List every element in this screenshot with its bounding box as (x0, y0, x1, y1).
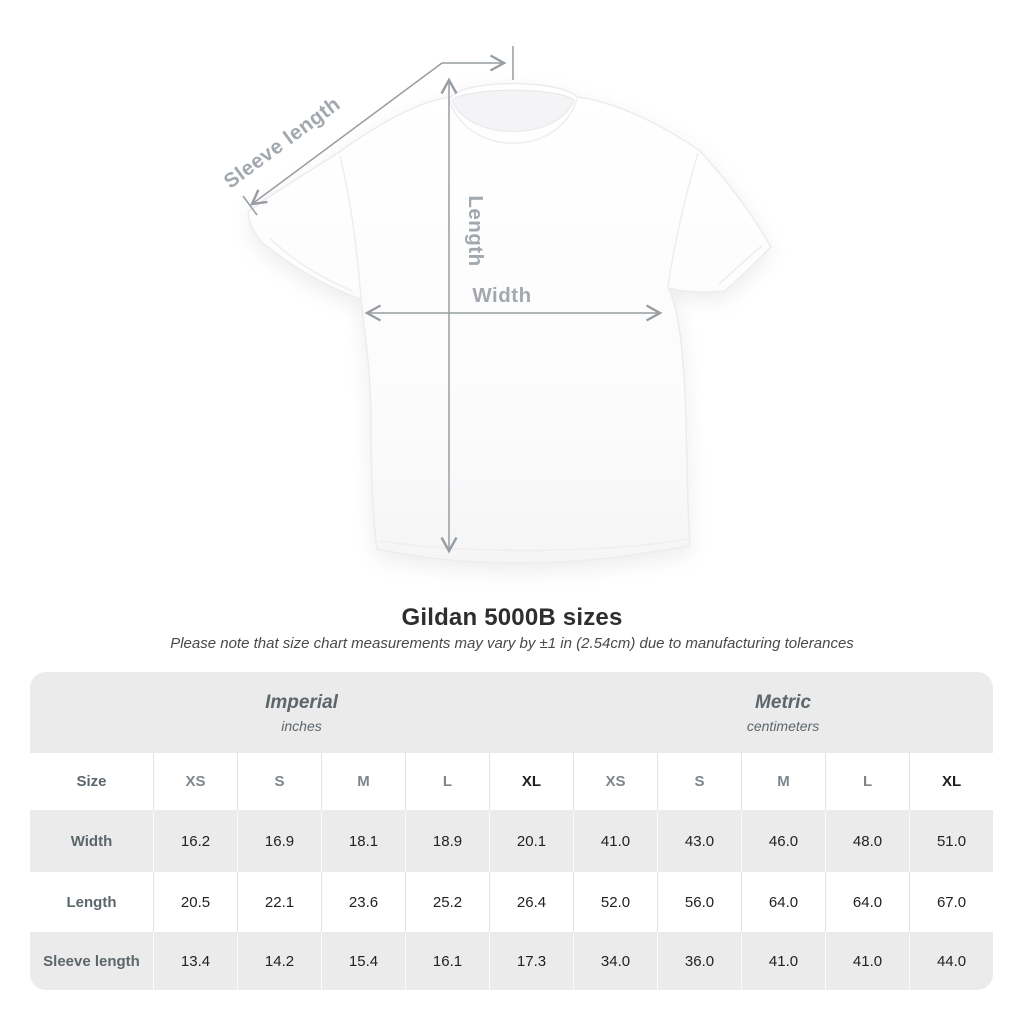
length-xs-cm: 52.0 (573, 872, 657, 932)
column-header-s-imperial: S (237, 753, 321, 810)
width-l-cm: 48.0 (825, 810, 909, 872)
unit-group-row (30, 672, 993, 753)
width-m-in: 18.1 (321, 810, 405, 872)
imperial-unit: inches (281, 717, 322, 734)
row-label-sleeve-length: Sleeve length (30, 932, 153, 990)
row-label-width: Width (30, 810, 153, 872)
width-s-cm: 43.0 (657, 810, 741, 872)
length-m-in: 23.6 (321, 872, 405, 932)
length-xl-in: 26.4 (489, 872, 573, 932)
metric-label: Metric (755, 691, 812, 713)
page-title: Gildan 5000B sizes (401, 604, 623, 631)
sleeve-xl-in: 17.3 (489, 932, 573, 990)
width-s-in: 16.9 (237, 810, 321, 872)
table-row-sleeve-length (30, 932, 993, 990)
table-row-width (30, 810, 993, 872)
imperial-group-header (30, 672, 573, 753)
column-header-l-metric: L (825, 753, 909, 810)
length-l-in: 25.2 (405, 872, 489, 932)
width-xl-cm: 51.0 (909, 810, 993, 872)
width-m-cm: 46.0 (741, 810, 825, 872)
sleeve-s-in: 14.2 (237, 932, 321, 990)
length-xs-in: 20.5 (153, 872, 237, 932)
table-row-length (30, 872, 993, 932)
sleeve-xl-cm: 44.0 (909, 932, 993, 990)
sleeve-m-cm: 41.0 (741, 932, 825, 990)
tolerance-note: Please note that size chart measurements may vary by ±1 in (2.54cm) due to manufacturing tolerances (170, 635, 854, 652)
sleeve-m-in: 15.4 (321, 932, 405, 990)
sleeve-l-cm: 41.0 (825, 932, 909, 990)
column-header-size: Size (30, 753, 153, 810)
width-xs-cm: 41.0 (573, 810, 657, 872)
length-l-cm: 64.0 (825, 872, 909, 932)
column-header-xs-imperial: XS (153, 753, 237, 810)
sleeve-l-in: 16.1 (405, 932, 489, 990)
column-header-xl-imperial: XL (489, 753, 573, 810)
metric-unit: centimeters (746, 717, 820, 734)
column-header-l-imperial: L (405, 753, 489, 810)
tshirt-graphic (248, 84, 771, 564)
sleeve-s-cm: 36.0 (657, 932, 741, 990)
width-label: Width (472, 284, 532, 307)
width-l-in: 18.9 (405, 810, 489, 872)
column-header-m-metric: M (741, 753, 825, 810)
column-header-s-metric: S (657, 753, 741, 810)
size-table (30, 672, 993, 990)
length-s-cm: 56.0 (657, 872, 741, 932)
size-table-container (30, 672, 993, 990)
row-label-length: Length (30, 872, 153, 932)
length-m-cm: 64.0 (741, 872, 825, 932)
length-xl-cm: 67.0 (909, 872, 993, 932)
sleeve-length-label: Sleeve length (219, 92, 345, 194)
width-xl-in: 20.1 (489, 810, 573, 872)
imperial-label: Imperial (265, 691, 338, 713)
column-header-m-imperial: M (321, 753, 405, 810)
length-label: Length (464, 195, 487, 267)
width-xs-in: 16.2 (153, 810, 237, 872)
sleeve-xs-cm: 34.0 (573, 932, 657, 990)
column-header-row (30, 753, 993, 810)
column-header-xl-metric: XL (909, 753, 993, 810)
metric-group-header (573, 672, 993, 753)
column-header-xs-metric: XS (573, 753, 657, 810)
length-s-in: 22.1 (237, 872, 321, 932)
sleeve-xs-in: 13.4 (153, 932, 237, 990)
